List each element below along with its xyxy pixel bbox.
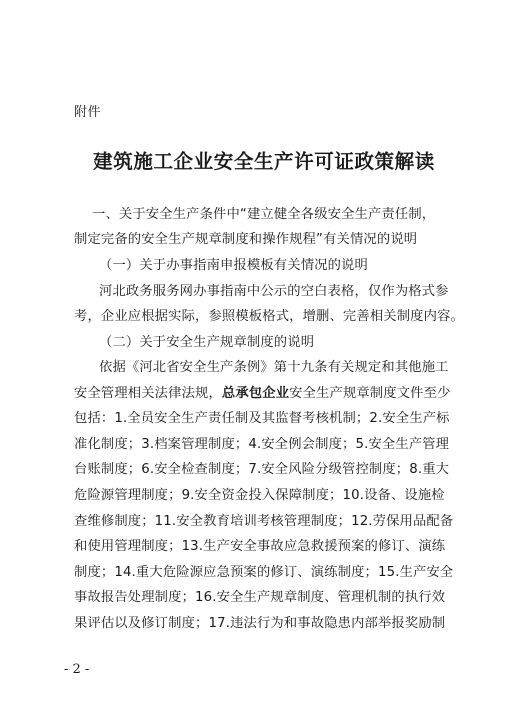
body-line-6-before: 安全管理相关法律法规， <box>74 386 222 401</box>
body-line-14: 事故报告处理制度；16.安全生产规章制度、管理机制的执行效 <box>74 590 446 605</box>
body-line-4: 考，企业应根据实际，参照模板格式，增删、完善相关制度内容。 <box>74 309 464 324</box>
bold-emphasis: 总承包企业 <box>221 386 290 401</box>
body-line-1: 一、关于安全生产条件中“建立健全各级安全生产责任制， <box>92 207 436 222</box>
body-line-9: 台账制度；6.安全检查制度；7.安全风险分级管控制度；8.重大 <box>74 462 450 477</box>
body-line-6 <box>74 385 451 403</box>
body-line-13: 制度；14.重大危险源应急预案的修订、演练制度；15.生产安全 <box>74 565 454 580</box>
body-line-6-after: 安全生产规章制度文件至少 <box>289 386 451 401</box>
body-line-10: 危险源管理制度；9.安全资金投入保障制度；10.设备、设施检 <box>74 488 445 503</box>
body-line-11: 查维修制度；11.安全教育培训考核管理制度；12.劳保用品配备 <box>74 514 454 529</box>
attachment-label: 附件 <box>74 105 102 120</box>
body-line-5: 依据《河北省安全生产条例》第十九条有关规定和其他施工 <box>99 360 449 375</box>
body-line-3: 河北政务服务网办事指南中公示的空白表格，仅作为格式参 <box>99 284 449 299</box>
document-title: 建筑施工企业安全生产许可证政策解读 <box>93 150 435 173</box>
body-line-15: 果评估以及修订制度；17.违法行为和事故隐患内部举报奖励制 <box>74 616 446 631</box>
page-number: - 2 - <box>64 662 90 677</box>
section-heading-2: （二）关于安全生产规章制度的说明 <box>99 335 315 350</box>
body-line-8: 准化制度；3.档案管理制度；4.安全例会制度；5.安全生产管理 <box>74 437 450 452</box>
body-line-2: 制定完备的安全生产规章制度和操作规程”有关情况的说明 <box>74 232 418 247</box>
section-heading-1: （一）关于办事指南申报模板有关情况的说明 <box>99 258 368 273</box>
body-line-12: 和使用管理制度；13.生产安全事故应急救援预案的修订、演练 <box>74 539 446 554</box>
body-line-7: 包括：1.全员安全生产责任制及其监督考核机制；2.安全生产标 <box>74 411 450 426</box>
